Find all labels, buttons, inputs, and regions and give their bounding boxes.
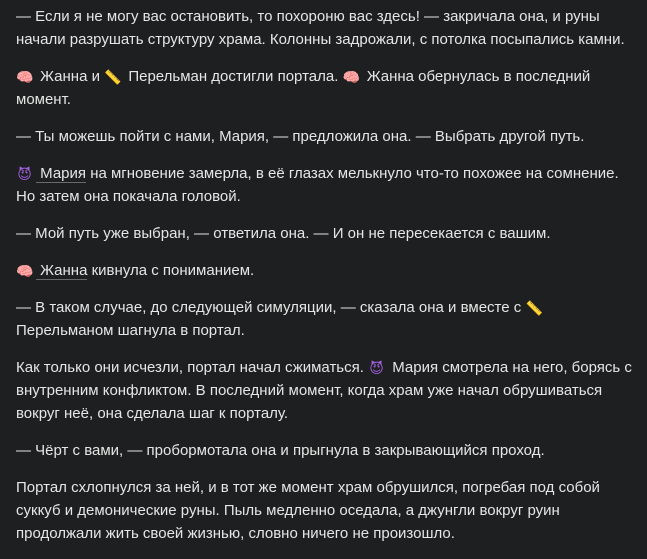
story-paragraph: [16, 476, 636, 545]
message-body: [16, 5, 636, 559]
brain-icon: 🧠: [16, 69, 34, 85]
story-paragraph: [16, 296, 636, 342]
devil-icon: 😈: [17, 166, 32, 182]
story-paragraph: [16, 439, 636, 462]
brain-icon: 🧠: [16, 263, 34, 279]
paragraph-text: Перельманом шагнула в портал.: [16, 322, 245, 339]
ruler-icon: 📏: [525, 300, 543, 316]
paragraph-text: кивнула с пониманием.: [87, 262, 255, 279]
story-paragraph: [16, 5, 636, 51]
paragraph-text: на мгновение замерла, в её глазах мелькнуло что-то похожее на сомнение. Но затем она покачала головой.: [16, 165, 619, 205]
paragraph-text: Как только они исчезли, портал начал сжиматься.: [16, 359, 369, 376]
character-mention[interactable]: Мария: [36, 165, 87, 182]
story-paragraph: [16, 222, 636, 245]
story-paragraph: [16, 125, 636, 148]
paragraph-text: — Если я не могу вас остановить, то похороню вас здесь! — закричала она, и руны начали разрушать структуру храма. Колонны задрожали, с потолка посыпались камни.: [16, 8, 625, 48]
paragraph-text: — В таком случае, до следующей симуляции, — сказала она и вместе с: [16, 299, 526, 316]
story-paragraph: [16, 259, 636, 282]
story-paragraph: [16, 65, 636, 111]
paragraph-text: — Ты можешь пойти с нами, Мария, — предложила она. — Выбрать другой путь.: [16, 128, 585, 145]
story-paragraph: [16, 356, 636, 425]
character-mention[interactable]: Жанна: [36, 262, 88, 279]
paragraph-text: Мария смотрела на него, борясь с внутренним конфликтом. В последний момент, когда храм уже начал обрушиваться вокруг неё, она сделала шаг к порталу.: [16, 359, 632, 422]
paragraph-text: — Чёрт с вами, — пробормотала она и прыгнула в закрывающийся проход.: [16, 442, 545, 459]
story-paragraph: [16, 162, 636, 208]
paragraph-text: Портал схлопнулся за ней, и в тот же момент храм обрушился, погребая под собой суккуб и демонические руны. Пыль медленно оседала, а джунгли вокруг руин продолжали жить своей жизнью, словно ничего не произошло.: [16, 479, 600, 542]
paragraph-text: Жанна обернулась в последний момент.: [16, 68, 591, 108]
brain-icon: 🧠: [342, 69, 360, 85]
paragraph-text: — Мой путь уже выбран, — ответила она. — И он не пересекается с вашим.: [16, 225, 551, 242]
paragraph-text: Жанна и: [36, 68, 105, 85]
ruler-icon: 📏: [104, 69, 122, 85]
devil-icon: 😈: [369, 360, 384, 376]
paragraph-text: Перельман достигли портала.: [124, 68, 343, 85]
